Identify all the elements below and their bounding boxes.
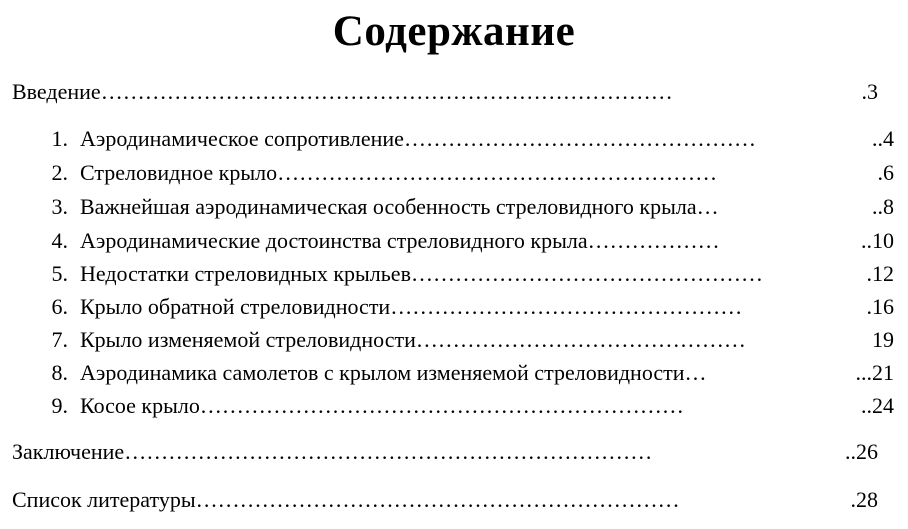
toc-item [40, 391, 894, 421]
toc-item-number: 7. [51, 327, 68, 352]
toc-item [40, 292, 894, 322]
toc-item-number: 9. [51, 393, 68, 418]
toc-item [40, 259, 894, 289]
toc-page-number: .28 [850, 485, 879, 515]
toc-entry-references [12, 485, 878, 515]
toc-leader-dots: … [696, 194, 719, 219]
toc-page-number: .16 [866, 292, 895, 322]
toc-item-number: 4. [51, 228, 68, 253]
toc-item-number: 2. [51, 160, 68, 185]
toc-item-number: 3. [51, 194, 68, 219]
toc-item-label: Крыло обратной стреловидности [80, 294, 391, 319]
toc-item-label: Косое крыло [80, 393, 200, 418]
toc-page-number: ..24 [860, 391, 894, 421]
toc-page-number: ..10 [860, 226, 894, 256]
toc-entry-conclusion [12, 437, 878, 467]
toc-item [40, 325, 894, 355]
toc-item [40, 358, 894, 388]
toc-leader-dots: ……………… [587, 228, 720, 253]
toc-item-number: 5. [51, 261, 68, 286]
toc-leader-dots: ………………………………………… [410, 261, 763, 286]
toc-entry-label: Заключение [12, 439, 125, 464]
toc-item [40, 158, 894, 188]
toc-item [40, 192, 894, 222]
toc-item-label: Стреловидное крыло [80, 160, 278, 185]
toc-item-label: Аэродинамика самолетов с крылом изменяемой стреловидности [80, 360, 685, 385]
toc-leader-dots: ………………………………………… [403, 126, 756, 151]
toc-item [40, 226, 894, 256]
toc-leader-dots: … [684, 360, 707, 385]
toc-leader-dots: ………………………………………………………… [195, 487, 680, 512]
toc-item-number: 8. [51, 360, 68, 385]
toc-leader-dots: ………………………………………… [390, 294, 743, 319]
toc-entry-label: Введение [12, 79, 101, 104]
toc-item-number: 1. [51, 126, 68, 151]
toc-leader-dots: ……………………………………………………………… [124, 439, 653, 464]
page-title: Содержание [332, 8, 576, 55]
toc-item-label: Аэродинамические достоинства стреловидного крыла [80, 228, 588, 253]
toc-item-label: Аэродинамическое сопротивление [80, 126, 404, 151]
toc-page-number: ..26 [844, 437, 878, 467]
toc-item-label: Важнейшая аэродинамическая особенность стреловидного крыла [80, 194, 697, 219]
toc-leader-dots: …………………………………………………………………… [100, 79, 673, 104]
toc-page-number: ..8 [871, 192, 894, 222]
toc-page-number: ..4 [871, 124, 894, 154]
toc-leader-dots: ………………………………………………………… [199, 393, 684, 418]
toc-entry-label: Список литературы [12, 487, 196, 512]
toc-page-number: .6 [877, 158, 895, 188]
toc-leader-dots: ……………………………………… [415, 327, 746, 352]
toc-item-label: Крыло изменяемой стреловидности [80, 327, 416, 352]
toc-page-number: ...21 [855, 358, 895, 388]
toc-leader-dots: …………………………………………………… [277, 160, 718, 185]
toc-page-number: .3 [861, 77, 879, 107]
toc-page-number: 19 [871, 325, 894, 355]
toc-entry-intro [12, 77, 878, 107]
toc-item-label: Недостатки стреловидных крыльев [80, 261, 411, 286]
toc-item [40, 124, 894, 154]
toc-item-number: 6. [51, 294, 68, 319]
toc-page-number: .12 [866, 259, 895, 289]
